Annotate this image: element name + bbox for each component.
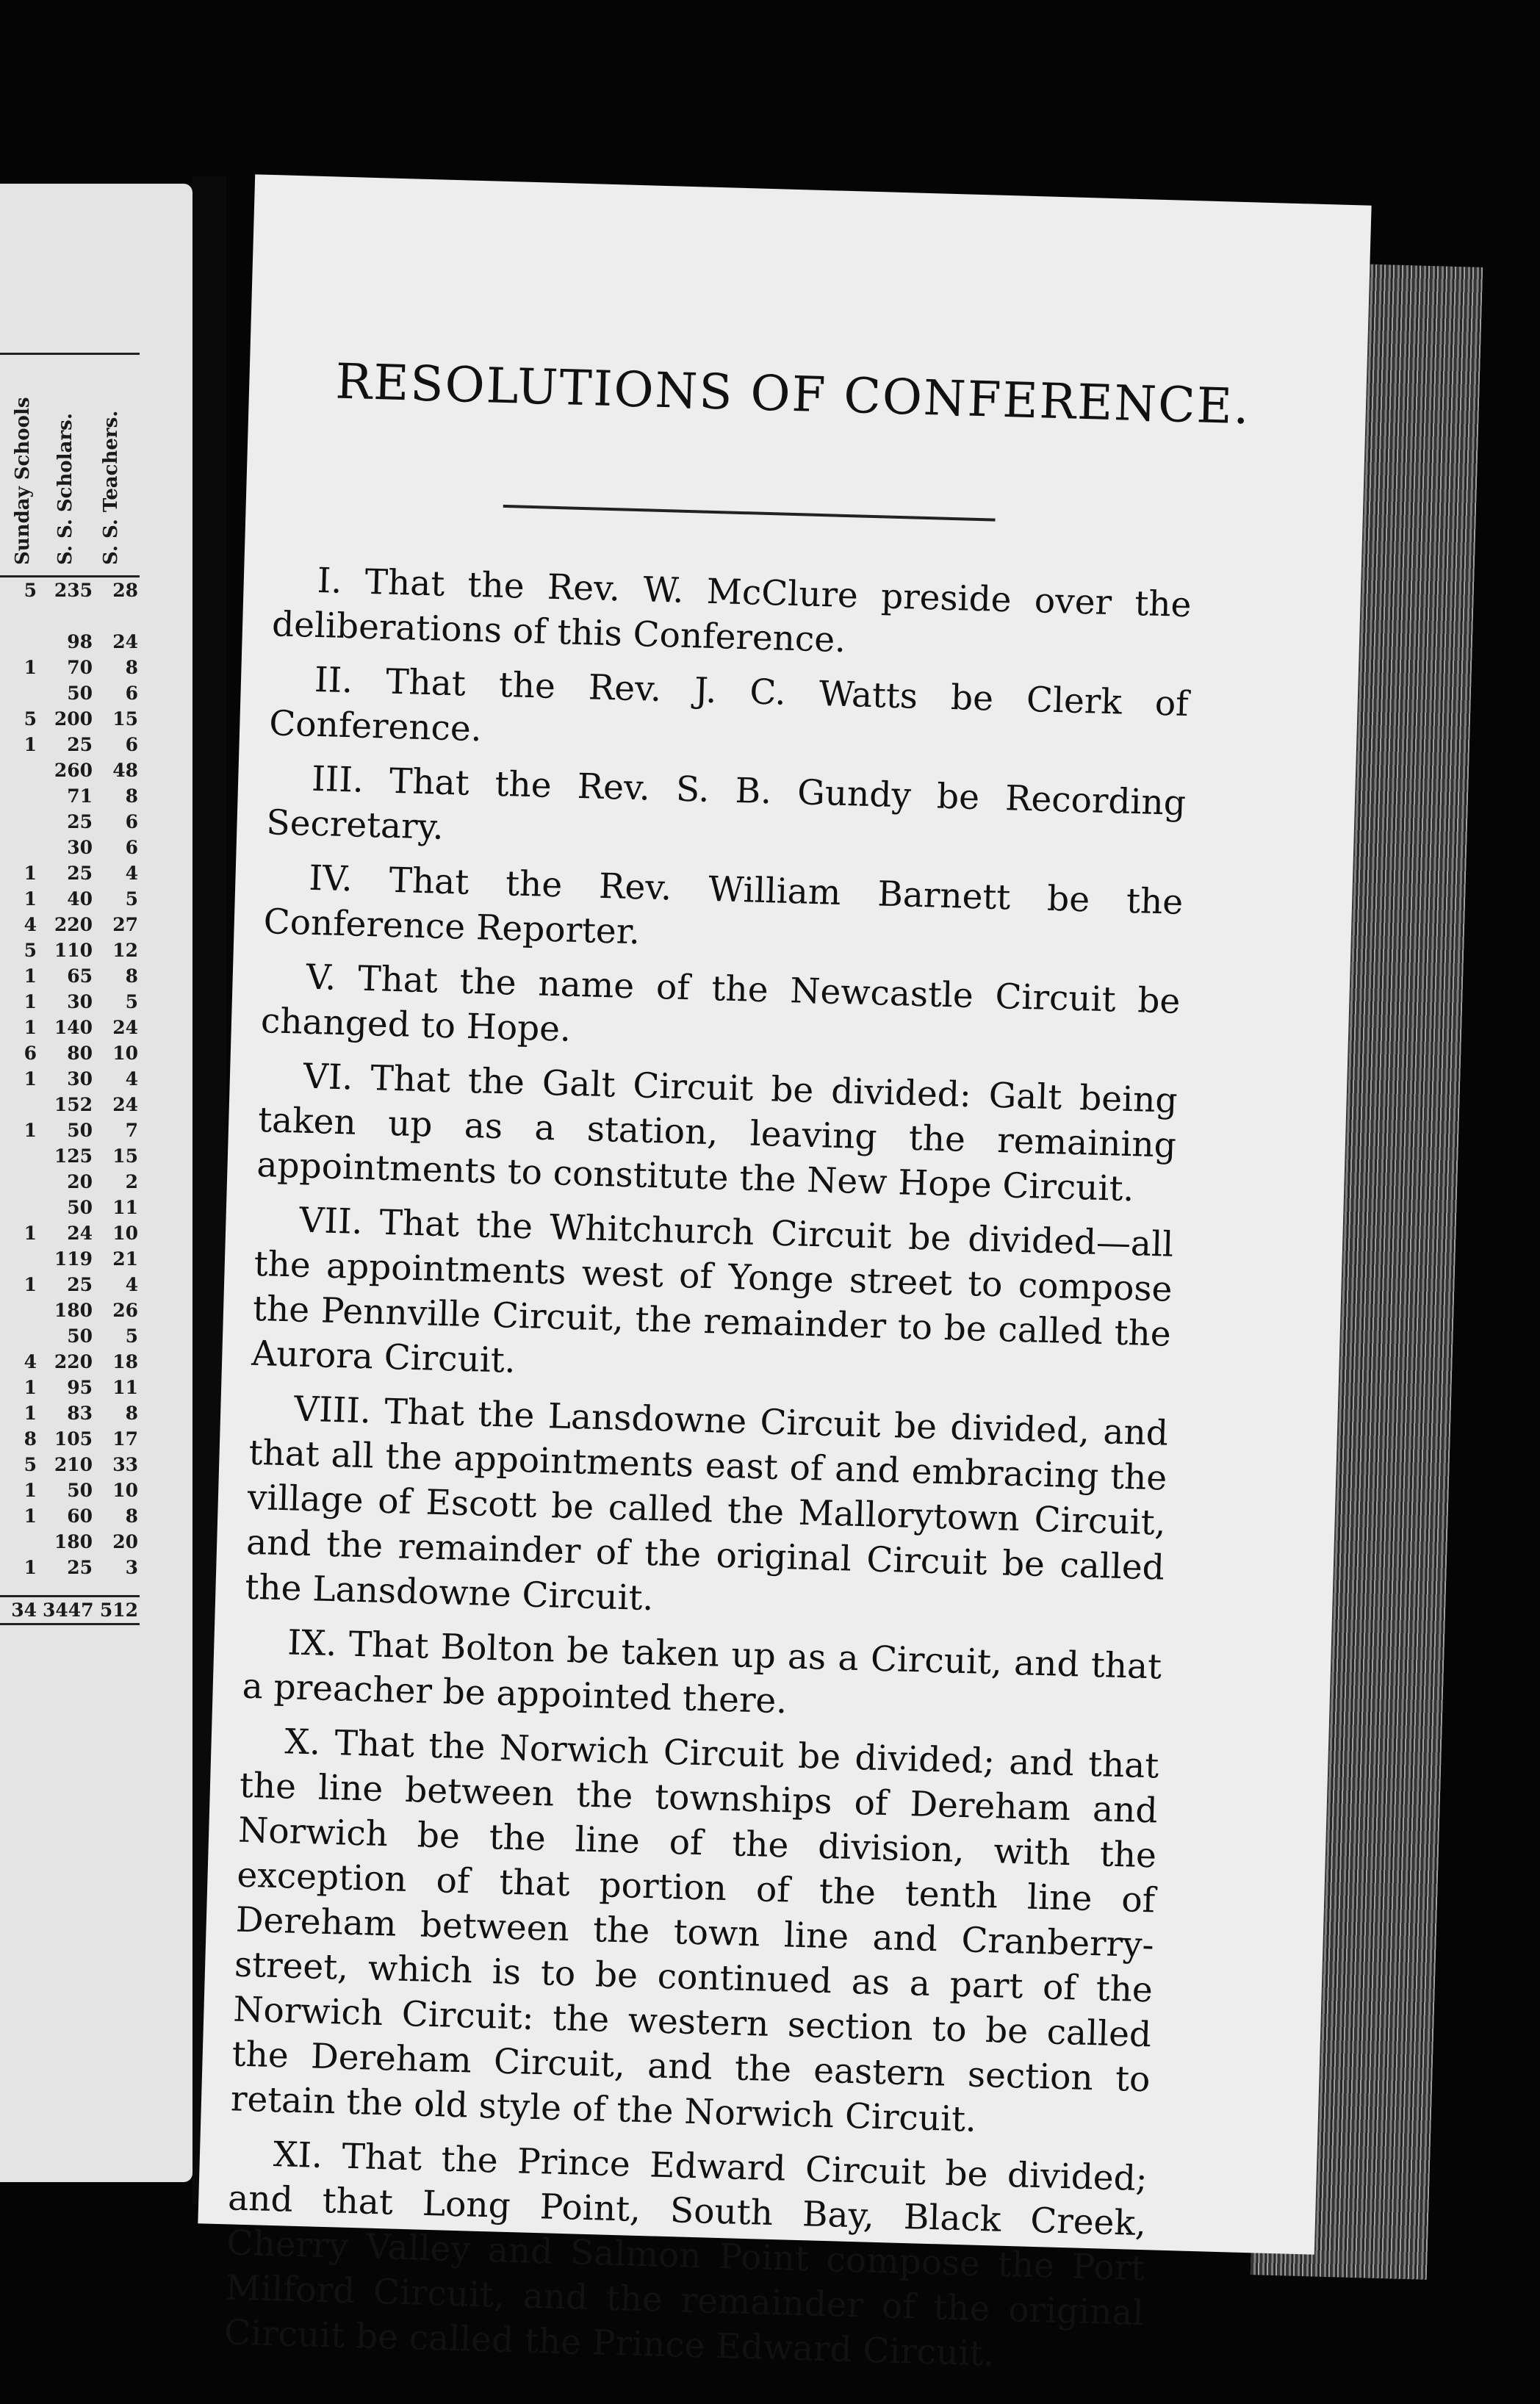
cell-scholars: 180	[54, 1300, 93, 1321]
cell-teachers: 4	[125, 863, 138, 884]
cell-schools: 5	[24, 708, 37, 730]
cell-scholars: 50	[67, 1197, 93, 1218]
cell-teachers: 18	[112, 1351, 138, 1372]
cell-scholars: 180	[54, 1531, 93, 1552]
cell-scholars: 152	[54, 1094, 93, 1115]
cell-scholars: 70	[67, 657, 93, 678]
cell-teachers: 10	[112, 1223, 138, 1244]
cell-schools: 5	[24, 940, 37, 961]
cell-teachers: 5	[125, 991, 138, 1012]
cell-teachers: 21	[112, 1248, 138, 1270]
cell-scholars: 25	[67, 811, 93, 832]
table-row	[0, 860, 140, 886]
resolution-item: VIII. That the Lansdowne Circuit be divided, and that all the appointments east of and embracing the village of Escott be called the Mallorytown Circuit, and the remainder of the original Circuit be called the Lansdowne Circuit.	[244, 1389, 1169, 1619]
cell-scholars: 220	[54, 914, 93, 935]
cell-teachers: 24	[112, 1094, 138, 1115]
main-page	[198, 174, 1371, 2375]
cell-schools: 1	[24, 734, 37, 755]
total-schools: 34	[11, 1599, 37, 1621]
title-rule	[503, 505, 996, 522]
cell-scholars: 140	[54, 1017, 93, 1038]
cell-teachers: 6	[125, 734, 138, 755]
cell-scholars: 65	[67, 965, 93, 987]
cell-schools: 1	[24, 965, 37, 987]
table-row	[0, 886, 140, 912]
cell-schools: 1	[24, 863, 37, 884]
table-rows	[0, 577, 140, 1580]
cell-teachers: 5	[125, 888, 138, 910]
table-row	[0, 1195, 140, 1220]
resolution-item: VI. That the Galt Circuit be divided: Galt being taken up as a station, leaving the remaining appointments to constitute the New Hope Circuit.	[256, 1056, 1179, 1210]
cell-schools: 1	[24, 888, 37, 910]
cell-schools: 8	[24, 1428, 37, 1450]
cell-teachers: 7	[125, 1120, 138, 1141]
table-row	[0, 732, 140, 757]
cell-scholars: 60	[67, 1505, 93, 1527]
cell-teachers: 8	[125, 1403, 138, 1424]
cell-teachers: 28	[112, 580, 138, 601]
resolutions-body	[223, 557, 1192, 2390]
cell-teachers: 4	[125, 1068, 138, 1090]
resolution-item: IV. That the Rev. William Barnett be the Conference Reporter.	[263, 857, 1184, 953]
cell-scholars: 20	[67, 1171, 93, 1192]
cell-scholars: 98	[67, 631, 93, 652]
cell-teachers: 5	[125, 1325, 138, 1347]
table-row	[0, 1118, 140, 1143]
cell-scholars: 30	[67, 991, 93, 1012]
resolution-item: X. That the Norwich Circuit be divided; and that the line between the townships of Dereham and Norwich be the line of the division, with the exception of that portion of the tenth line of Dereham between the town line and Cranberry-street, which is to be continued as a part of the Norwich Circuit: the western section to be called the Dereham Circuit, and the eastern section to retain the old style of the Norwich Circuit.	[230, 1721, 1159, 2140]
cell-schools: 1	[24, 1068, 37, 1090]
cell-teachers: 4	[125, 1274, 138, 1295]
table-row	[0, 989, 140, 1015]
table-row	[0, 1529, 140, 1555]
table-row	[0, 1092, 140, 1118]
cell-teachers: 11	[112, 1377, 138, 1398]
resolution-item: II. That the Rev. J. C. Watts be Clerk of Conference.	[268, 659, 1190, 750]
total-teachers: 512	[99, 1599, 138, 1621]
cell-scholars: 220	[54, 1351, 93, 1372]
header-sunday-schools: Sunday Schools	[12, 397, 34, 565]
table-row	[0, 783, 140, 809]
cell-schools: 1	[24, 657, 37, 678]
cell-schools: 1	[24, 1480, 37, 1501]
header-teachers: S. S. Teachers.	[100, 410, 122, 565]
cell-scholars: 125	[54, 1145, 93, 1167]
cell-teachers: 8	[125, 965, 138, 987]
cell-teachers: 6	[125, 811, 138, 832]
cell-scholars: 25	[67, 734, 93, 755]
cell-schools: 4	[24, 1351, 37, 1372]
cell-schools: 1	[24, 1377, 37, 1398]
cell-teachers: 10	[112, 1480, 138, 1501]
header-scholars: S. S. Scholars.	[54, 413, 76, 565]
sunday-school-table	[0, 353, 140, 1625]
cell-scholars: 80	[67, 1043, 93, 1064]
table-row	[0, 938, 140, 963]
table-row	[0, 706, 140, 732]
cell-scholars: 110	[54, 940, 93, 961]
cell-teachers: 3	[125, 1557, 138, 1578]
table-row	[0, 1066, 140, 1092]
table-row	[0, 1143, 140, 1169]
cell-schools: 1	[24, 991, 37, 1012]
cell-teachers: 6	[125, 837, 138, 858]
table-row	[0, 1323, 140, 1349]
table-row	[0, 963, 140, 989]
cell-scholars: 260	[54, 760, 93, 781]
total-scholars: 3447	[43, 1599, 94, 1621]
cell-teachers: 17	[112, 1428, 138, 1450]
table-total-row	[0, 1595, 140, 1625]
cell-scholars: 71	[67, 785, 93, 807]
table-row	[0, 809, 140, 835]
cell-teachers: 27	[112, 914, 138, 935]
cell-scholars: 119	[54, 1248, 93, 1270]
table-row	[0, 1452, 140, 1478]
table-row	[0, 1246, 140, 1272]
resolution-item: IX. That Bolton be taken up as a Circuit, and that a preacher be appointed there.	[242, 1622, 1162, 1722]
table-row	[0, 1503, 140, 1529]
table-row	[0, 757, 140, 783]
cell-schools: 1	[24, 1120, 37, 1141]
table-row	[0, 912, 140, 938]
cell-scholars: 25	[67, 1274, 93, 1295]
cell-teachers: 15	[112, 1145, 138, 1167]
table-row	[0, 1220, 140, 1246]
cell-scholars: 83	[67, 1403, 93, 1424]
cell-teachers: 48	[112, 760, 138, 781]
cell-teachers: 11	[112, 1197, 138, 1218]
cell-teachers: 20	[112, 1531, 138, 1552]
cell-scholars: 50	[67, 1325, 93, 1347]
cell-schools: 1	[24, 1505, 37, 1527]
cell-teachers: 33	[112, 1454, 138, 1475]
cell-scholars: 95	[67, 1377, 93, 1398]
cell-teachers: 15	[112, 708, 138, 730]
table-row	[0, 680, 140, 706]
table-row	[0, 577, 140, 603]
table-row	[0, 1169, 140, 1195]
table-row	[0, 603, 140, 629]
cell-schools: 1	[24, 1017, 37, 1038]
cell-scholars: 235	[54, 580, 93, 601]
cell-teachers: 12	[112, 940, 138, 961]
table-header	[0, 355, 140, 577]
table-row	[0, 655, 140, 680]
cell-teachers: 8	[125, 1505, 138, 1527]
table-row	[0, 1015, 140, 1040]
cell-schools: 4	[24, 914, 37, 935]
cell-teachers: 2	[125, 1171, 138, 1192]
cell-scholars: 30	[67, 1068, 93, 1090]
table-row	[0, 1375, 140, 1400]
table-row	[0, 1272, 140, 1298]
cell-scholars: 30	[67, 837, 93, 858]
cell-teachers: 8	[125, 657, 138, 678]
cell-teachers: 6	[125, 683, 138, 704]
cell-schools: 6	[24, 1043, 37, 1064]
resolution-item: III. That the Rev. S. B. Gundy be Recording Secretary.	[265, 758, 1187, 848]
resolution-item: V. That the name of the Newcastle Circuit be changed to Hope.	[260, 957, 1181, 1050]
cell-teachers: 24	[112, 631, 138, 652]
cell-teachers: 10	[112, 1043, 138, 1064]
cell-scholars: 40	[67, 888, 93, 910]
cell-schools: 1	[24, 1557, 37, 1578]
left-page	[0, 184, 192, 2182]
table-row	[0, 1298, 140, 1323]
cell-teachers: 26	[112, 1300, 138, 1321]
table-row	[0, 1040, 140, 1066]
cell-schools: 1	[24, 1223, 37, 1244]
cell-schools: 5	[24, 580, 37, 601]
cell-teachers: 8	[125, 785, 138, 807]
cell-scholars: 210	[54, 1454, 93, 1475]
table-row	[0, 1400, 140, 1426]
cell-scholars: 25	[67, 863, 93, 884]
cell-scholars: 25	[67, 1557, 93, 1578]
table-row	[0, 1349, 140, 1375]
cell-scholars: 50	[67, 1480, 93, 1501]
resolution-item: XI. That the Prince Edward Circuit be divided; and that Long Point, South Bay, Black Creek, Cherry Valley and Salmon Point compose the Port Milford Circuit, and the remainder of the original Circuit be called the Prince Edward Circuit.	[223, 2134, 1148, 2375]
cell-scholars: 200	[54, 708, 93, 730]
resolution-item: I. That the Rev. W. McClure preside over the deliberations of this Conference.	[271, 560, 1192, 661]
cell-schools: 1	[24, 1403, 37, 1424]
page-title: RESOLUTIONS OF CONFERENCE.	[334, 353, 1251, 436]
cell-scholars: 50	[67, 683, 93, 704]
cell-scholars: 50	[67, 1120, 93, 1141]
table-row	[0, 629, 140, 655]
cell-schools: 5	[24, 1454, 37, 1475]
cell-scholars: 105	[54, 1428, 93, 1450]
table-row	[0, 1555, 140, 1580]
table-row	[0, 835, 140, 860]
cell-schools: 1	[24, 1274, 37, 1295]
resolution-item: VII. That the Whitchurch Circuit be divided—all the appointments west of Yonge street to compose the Pennville Circuit, the remainder to be called the Aurora Circuit.	[251, 1200, 1174, 1381]
cell-teachers: 24	[112, 1017, 138, 1038]
table-row	[0, 1478, 140, 1503]
cell-scholars: 24	[67, 1223, 93, 1244]
table-row	[0, 1426, 140, 1452]
